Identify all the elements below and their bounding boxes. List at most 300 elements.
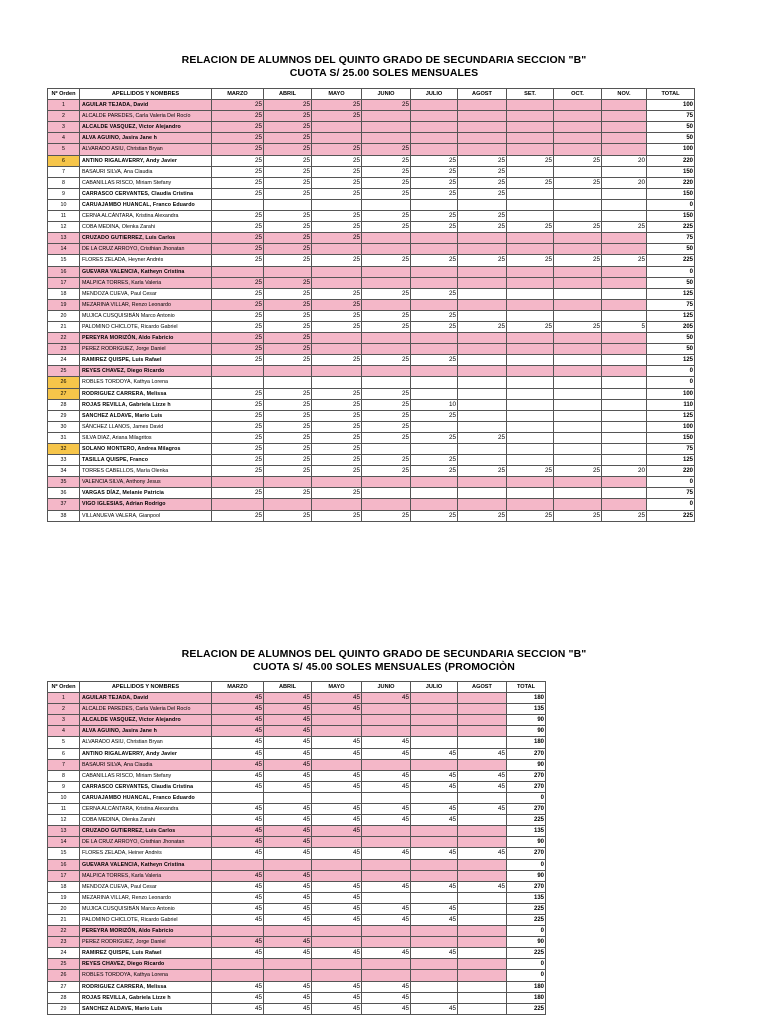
month-payment: 25 [264,455,312,466]
month-payment: 45 [264,870,312,881]
month-payment [362,444,411,455]
month-payment: 45 [212,937,264,948]
student-name: CARUAJAMBO HUANCAL, Franco Eduardo [80,199,212,210]
month-payment: 25 [362,188,411,199]
table-row [48,421,695,432]
row-total: 100 [647,100,695,111]
month-payment: 25 [411,455,458,466]
month-payment [458,726,507,737]
month-payment [362,499,411,510]
order-number: 5 [48,144,80,155]
month-payment: 45 [362,914,411,925]
order-number: 18 [48,288,80,299]
sheet2-header-3: ABRIL [264,682,312,693]
month-payment: 45 [312,948,362,959]
row-total: 270 [507,748,546,759]
month-payment: 45 [411,781,458,792]
month-payment [554,366,602,377]
sheet1-header-0: Nº Orden [48,89,80,100]
month-payment: 5 [602,321,647,332]
month-payment: 45 [312,826,362,837]
table-row [48,992,546,1003]
month-payment: 25 [212,444,264,455]
month-payment [602,455,647,466]
month-payment [554,199,602,210]
month-payment: 45 [212,903,264,914]
student-name: CABANILLAS RISCO, Miriam Stefany [80,177,212,188]
student-name: MALPICA TORRES, Karla Valeria [80,870,212,881]
student-name: CRUZADO GUTIERREZ, Luis Carlos [80,826,212,837]
month-payment [264,477,312,488]
month-payment [602,233,647,244]
month-payment [362,133,411,144]
month-payment: 25 [212,166,264,177]
student-name: TORRES CABELLOS, María Olenka [80,466,212,477]
sheet2-header-8: TOTAL [507,682,546,693]
order-number: 11 [48,211,80,222]
table-row [48,948,546,959]
month-payment [212,199,264,210]
table-row [48,926,546,937]
month-payment: 45 [362,748,411,759]
month-payment [458,355,507,366]
month-payment [458,792,507,803]
student-name: GUEVARA VALENCIA, Katheyn Cristina [80,266,212,277]
table-row [48,466,695,477]
month-payment: 25 [312,310,362,321]
table-row [48,748,546,759]
month-payment [507,188,554,199]
row-total: 0 [647,366,695,377]
table-row [48,255,695,266]
month-payment: 25 [507,222,554,233]
sheet1-header-9: OCT. [554,89,602,100]
month-payment: 45 [212,837,264,848]
month-payment: 25 [212,344,264,355]
month-payment [362,715,411,726]
month-payment [458,199,507,210]
month-payment: 25 [264,410,312,421]
month-payment: 25 [212,111,264,122]
month-payment: 45 [362,948,411,959]
student-name: PALOMINO CHICLOTE, Ricardo Gabriel [80,914,212,925]
month-payment [602,144,647,155]
month-payment: 25 [362,155,411,166]
month-payment [362,704,411,715]
month-payment [411,970,458,981]
row-total: 125 [647,355,695,366]
table-row [48,737,546,748]
month-payment: 25 [362,100,411,111]
month-payment: 45 [312,704,362,715]
month-payment: 45 [264,804,312,815]
row-total: 100 [647,144,695,155]
row-total: 75 [647,111,695,122]
month-payment: 45 [264,992,312,1003]
month-payment [554,288,602,299]
month-payment: 25 [312,111,362,122]
sheet2-header-4: MAYO [312,682,362,693]
month-payment [554,333,602,344]
order-number: 28 [48,992,80,1003]
month-payment: 45 [212,826,264,837]
month-payment [362,366,411,377]
student-name: RODRIGUEZ CARRERA, Melissa [80,388,212,399]
table-row [48,781,546,792]
table-row [48,211,695,222]
table-row [48,155,695,166]
month-payment: 45 [264,837,312,848]
month-payment: 25 [212,133,264,144]
month-payment [554,310,602,321]
month-payment: 25 [411,510,458,521]
month-payment [602,488,647,499]
month-payment [411,144,458,155]
month-payment: 25 [411,222,458,233]
month-payment [507,144,554,155]
row-total: 150 [647,166,695,177]
month-payment: 25 [212,144,264,155]
month-payment: 45 [264,737,312,748]
month-payment [554,266,602,277]
month-payment [411,444,458,455]
row-total: 125 [647,455,695,466]
month-payment: 25 [312,455,362,466]
student-name: SÁNCHEZ LLANOS, James David [80,421,212,432]
month-payment: 45 [362,1003,411,1014]
row-total: 100 [647,388,695,399]
month-payment: 25 [312,299,362,310]
month-payment [602,344,647,355]
table-row [48,881,546,892]
row-total: 100 [647,421,695,432]
order-number: 4 [48,133,80,144]
month-payment: 45 [362,903,411,914]
student-name: ALCALDE VASQUEZ, Victor Alejandro [80,122,212,133]
month-payment: 45 [411,1003,458,1014]
month-payment: 45 [264,903,312,914]
sheet1-header-row [48,89,695,100]
table-row [48,792,546,803]
student-name: CARRASCO CERVANTES, Claudia Cristina [80,188,212,199]
row-total: 225 [507,914,546,925]
month-payment: 25 [312,155,362,166]
sheet1-header-4: MAYO [312,89,362,100]
month-payment: 45 [264,715,312,726]
month-payment [362,266,411,277]
order-number: 16 [48,859,80,870]
row-total: 150 [647,432,695,443]
month-payment [458,377,507,388]
student-name: DE LA CRUZ ARROYO, Cristhian Jhonatan [80,837,212,848]
month-payment [554,377,602,388]
table-row [48,770,546,781]
order-number: 13 [48,826,80,837]
month-payment [312,122,362,133]
month-payment [507,211,554,222]
month-payment [411,792,458,803]
month-payment [507,388,554,399]
row-total: 180 [507,693,546,704]
month-payment [602,421,647,432]
month-payment [507,355,554,366]
row-total: 90 [507,837,546,848]
month-payment: 45 [212,981,264,992]
student-name: MENDOZA CUEVA, Paul Cesar [80,881,212,892]
month-payment [602,333,647,344]
table-row [48,399,695,410]
month-payment: 25 [212,255,264,266]
month-payment [554,410,602,421]
student-name: TASILLA QUISPE, Franco [80,455,212,466]
month-payment: 45 [264,826,312,837]
order-number: 26 [48,970,80,981]
month-payment: 25 [264,321,312,332]
month-payment [458,266,507,277]
month-payment: 25 [264,388,312,399]
order-number: 7 [48,759,80,770]
student-name: MENDOZA CUEVA, Paul Cesar [80,288,212,299]
row-total: 150 [647,188,695,199]
month-payment [362,488,411,499]
month-payment: 25 [264,310,312,321]
month-payment: 45 [212,759,264,770]
month-payment [458,870,507,881]
table-row [48,444,695,455]
sheet1-header-11: TOTAL [647,89,695,100]
month-payment [458,388,507,399]
table-row [48,133,695,144]
student-name: FLORES ZELADA, Heyner Andrés [80,255,212,266]
month-payment [602,100,647,111]
month-payment [507,199,554,210]
month-payment: 25 [212,333,264,344]
student-name: ANTINO RIGALAVERRY, Andy Javier [80,748,212,759]
month-payment: 25 [212,432,264,443]
row-total: 225 [507,815,546,826]
order-number: 7 [48,166,80,177]
order-number: 13 [48,233,80,244]
month-payment: 45 [312,804,362,815]
month-payment [602,188,647,199]
month-payment: 25 [362,455,411,466]
month-payment: 45 [264,748,312,759]
month-payment [507,233,554,244]
month-payment: 45 [212,992,264,1003]
month-payment: 25 [264,133,312,144]
student-name: ROBLES TORDOYA, Kathya Lorena [80,377,212,388]
row-total: 90 [507,870,546,881]
month-payment [264,970,312,981]
table-row [48,377,695,388]
student-name: AGUILAR TEJADA, David [80,693,212,704]
month-payment: 20 [602,177,647,188]
month-payment [602,432,647,443]
month-payment: 25 [554,177,602,188]
student-name: RAMIREZ QUISPE, Luis Rafael [80,948,212,959]
month-payment: 45 [212,748,264,759]
row-total: 0 [647,477,695,488]
month-payment [411,477,458,488]
month-payment: 45 [411,770,458,781]
month-payment: 45 [362,981,411,992]
month-payment: 45 [312,770,362,781]
month-payment: 25 [312,421,362,432]
order-number: 3 [48,122,80,133]
table-row [48,222,695,233]
table-row [48,870,546,881]
month-payment: 25 [602,222,647,233]
month-payment [411,366,458,377]
sheet1-table [47,88,695,522]
student-name: MUJICA CUSQUISIBÁN Marco Antonio [80,903,212,914]
month-payment [602,377,647,388]
month-payment [411,111,458,122]
order-number: 14 [48,244,80,255]
month-payment: 25 [602,255,647,266]
month-payment: 25 [458,166,507,177]
table-row [48,499,695,510]
month-payment: 45 [264,726,312,737]
month-payment: 25 [458,155,507,166]
row-total: 205 [647,321,695,332]
student-name: ALCALDE PAREDES, Carla Valeria Del Rocío [80,111,212,122]
month-payment [507,333,554,344]
month-payment [411,693,458,704]
month-payment: 45 [312,981,362,992]
month-payment: 25 [312,488,362,499]
month-payment [458,111,507,122]
row-total: 135 [507,892,546,903]
student-name: SANCHEZ ALDAVE, Mario Luis [80,410,212,421]
row-total: 110 [647,399,695,410]
order-number: 33 [48,455,80,466]
month-payment: 25 [312,188,362,199]
table-row [48,166,695,177]
month-payment: 45 [362,737,411,748]
row-total: 0 [647,199,695,210]
month-payment: 25 [312,288,362,299]
order-number: 17 [48,870,80,881]
month-payment: 25 [312,432,362,443]
student-name: ALVA AGUINO, Jasira Jane h [80,726,212,737]
month-payment [458,399,507,410]
month-payment [458,959,507,970]
month-payment [411,122,458,133]
sheet1-title-line2: CUOTA S/ 25.00 SOLES MENSUALES [289,67,479,79]
order-number: 1 [48,100,80,111]
month-payment: 45 [411,903,458,914]
table-row [48,299,695,310]
month-payment [212,959,264,970]
month-payment: 45 [411,804,458,815]
month-payment [411,859,458,870]
month-payment [411,737,458,748]
row-total: 225 [647,255,695,266]
month-payment: 45 [212,693,264,704]
student-name: PEREYRA MORIZÓN, Aldo Fabricio [80,926,212,937]
order-number: 30 [48,421,80,432]
row-total: 50 [647,244,695,255]
order-number: 24 [48,355,80,366]
month-payment [507,432,554,443]
student-name: ALVARADO ASIU, Christian Bryan [80,144,212,155]
month-payment [507,133,554,144]
sheet2-title-line2: CUOTA S/ 45.00 SOLES MENSUALES (PROMOCIÒN [253,661,515,673]
student-name: PEREZ RODRIGUEZ, Jorge Daniel [80,344,212,355]
month-payment: 25 [411,288,458,299]
order-number: 29 [48,410,80,421]
month-payment: 45 [264,770,312,781]
month-payment: 10 [411,399,458,410]
order-number: 2 [48,704,80,715]
table-row [48,366,695,377]
month-payment [264,366,312,377]
month-payment [458,488,507,499]
month-payment: 25 [458,510,507,521]
table-row [48,111,695,122]
month-payment: 45 [264,948,312,959]
month-payment: 45 [362,848,411,859]
table-row [48,1003,546,1014]
student-name: COBA MEDINA, Olenka Zarahi [80,815,212,826]
month-payment: 25 [362,211,411,222]
order-number: 27 [48,981,80,992]
month-payment: 25 [212,244,264,255]
sheet1-header-6: JULIO [411,89,458,100]
row-total: 75 [647,233,695,244]
month-payment [507,344,554,355]
month-payment: 25 [264,111,312,122]
month-payment [602,277,647,288]
order-number: 20 [48,903,80,914]
month-payment: 45 [362,770,411,781]
month-payment [458,948,507,959]
row-total: 135 [507,826,546,837]
month-payment [212,859,264,870]
month-payment [602,199,647,210]
order-number: 19 [48,892,80,903]
month-payment [458,277,507,288]
month-payment: 45 [312,903,362,914]
month-payment: 25 [411,432,458,443]
month-payment: 45 [362,804,411,815]
month-payment [264,959,312,970]
month-payment: 45 [212,948,264,959]
month-payment: 45 [212,737,264,748]
month-payment: 25 [212,100,264,111]
month-payment [602,122,647,133]
month-payment: 25 [362,288,411,299]
month-payment: 45 [264,892,312,903]
month-payment: 25 [264,421,312,432]
row-total: 0 [647,377,695,388]
order-number: 34 [48,466,80,477]
student-name: COBA MEDINA, Olenka Zarahi [80,222,212,233]
month-payment [458,455,507,466]
month-payment: 45 [458,881,507,892]
student-name: PALOMINO CHICLOTE, Ricardo Gabriel [80,321,212,332]
month-payment [362,233,411,244]
month-payment [554,144,602,155]
order-number: 8 [48,770,80,781]
month-payment [602,444,647,455]
month-payment [312,759,362,770]
month-payment: 25 [312,222,362,233]
month-payment [507,488,554,499]
month-payment: 45 [212,726,264,737]
month-payment [411,726,458,737]
